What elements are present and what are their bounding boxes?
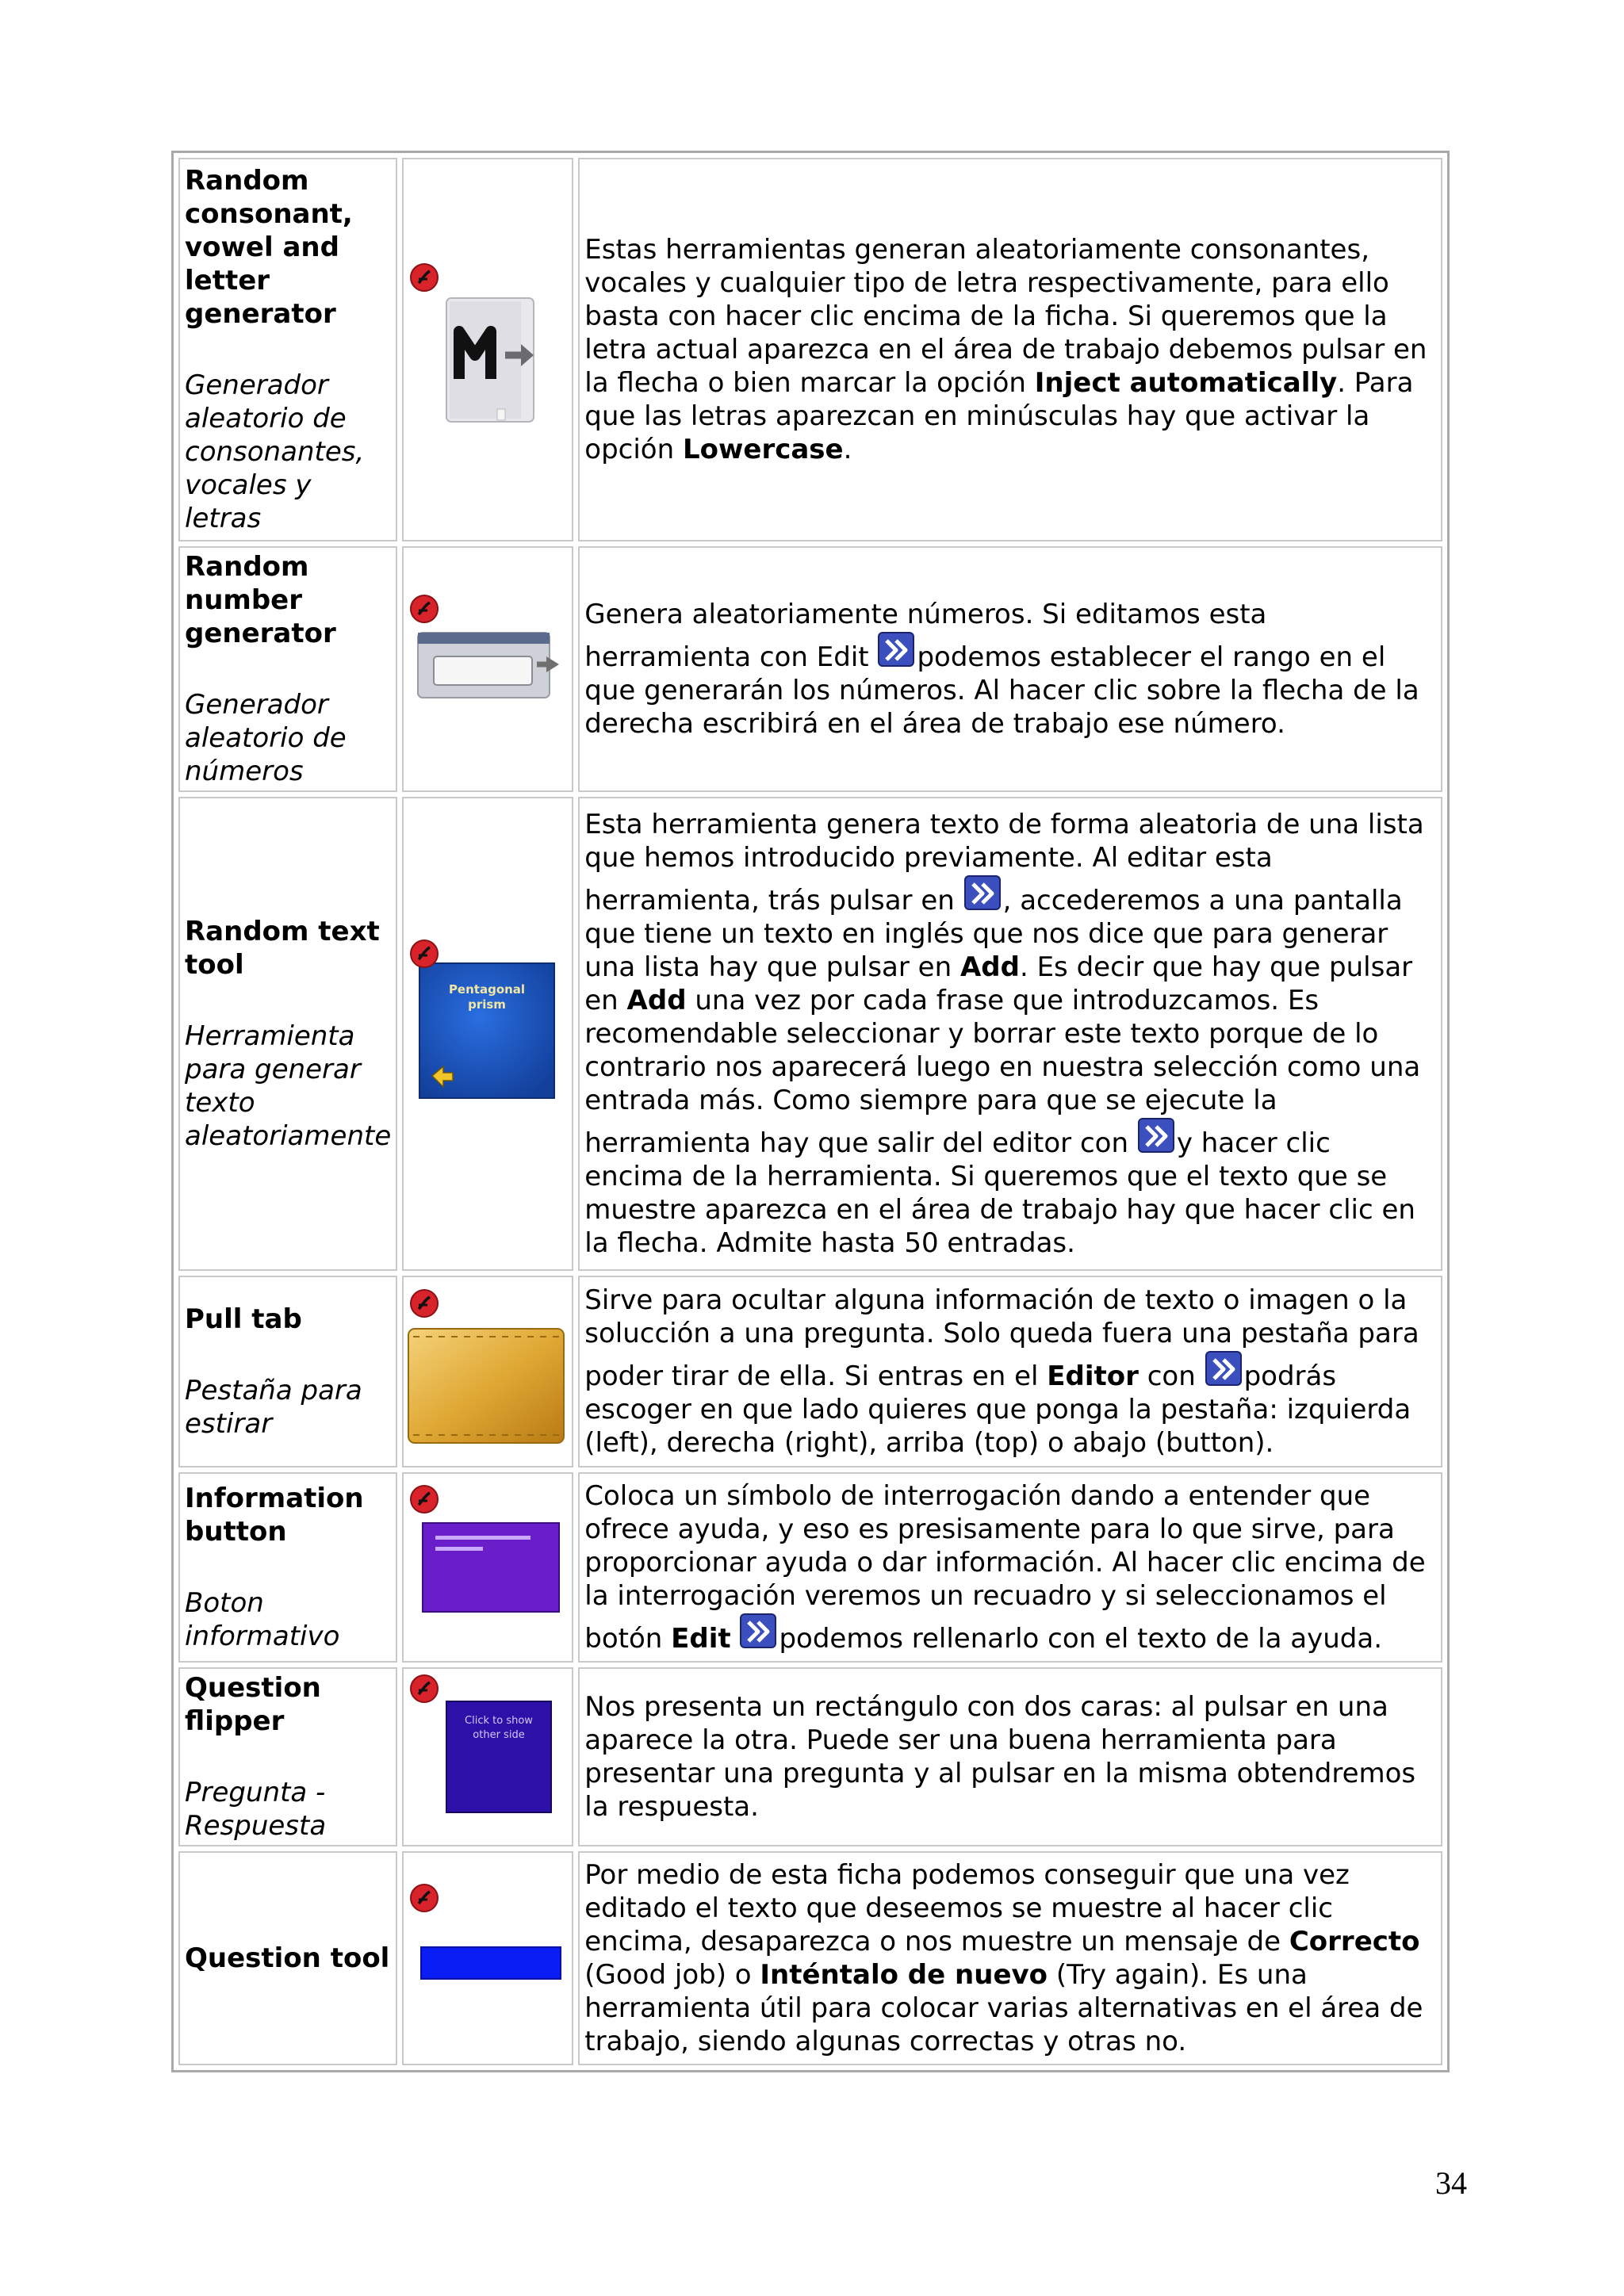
svg-text:other side: other side <box>473 1729 525 1741</box>
description-text <box>731 1623 740 1655</box>
tool-name-spanish: Boton informativo <box>185 1587 340 1652</box>
edit-icon <box>877 631 917 669</box>
tool-row <box>178 1667 1442 1846</box>
information-button-icon <box>402 1472 573 1663</box>
description-keyword: Edit <box>671 1623 731 1655</box>
description-text: . Es decir que hay que pulsar en <box>584 951 1413 1016</box>
pull-tab-icon <box>402 1276 573 1468</box>
edit-icon <box>1205 1350 1244 1388</box>
edit-icon <box>1137 1117 1177 1155</box>
description-text: y hacer clic encima de la herramienta. Si queremos que el texto que se muestre aparezca en el área de trabajo hay que hacer clic en la flecha. Admite hasta 50 entradas. <box>584 1127 1415 1259</box>
tool-name-english: Pull tab <box>185 1303 302 1335</box>
tool-name-cell <box>178 1667 397 1846</box>
letter-generator-icon <box>402 158 573 541</box>
page-number: 34 <box>1435 2165 1467 2201</box>
question-tool-icon <box>402 1851 573 2065</box>
tool-name-cell <box>178 1472 397 1663</box>
description-text: Esta herramienta genera texto de forma aleatoria de una lista que hemos introducido previamente. Al editar esta herramienta, trás pulsar en <box>584 809 1424 916</box>
description-keyword: Inténtalo de nuevo <box>760 1959 1048 1991</box>
description-keyword: Lowercase <box>682 434 844 465</box>
description-text: . Para que las letras aparezcan en minúsculas hay que activar la opción <box>584 367 1414 465</box>
description-keyword: Add <box>626 985 687 1016</box>
tool-name-spanish: Pregunta - Respuesta <box>185 1777 327 1842</box>
tool-name-english: Random number generator <box>185 551 336 649</box>
tool-row <box>178 797 1442 1271</box>
tool-name-spanish: Generador aleatorio de consonantes, vocales y letras <box>185 369 365 534</box>
question-flipper-icon <box>402 1667 573 1846</box>
tool-name-spanish: Herramienta para generar texto aleatoriamente <box>185 1020 392 1152</box>
description-keyword: Editor <box>1047 1360 1139 1392</box>
tool-name-cell <box>178 546 397 792</box>
description-text: Sirve para ocultar alguna información de texto o imagen o la solucción a una pregunta. Solo queda fuera una pestaña para poder tirar de ella. Si entras en el <box>584 1284 1419 1392</box>
tool-name-spanish: Pestaña para estirar <box>185 1375 362 1440</box>
tool-name-english: Question flipper <box>185 1672 321 1737</box>
tools-table-body <box>178 158 1442 2065</box>
description-text: con <box>1138 1360 1205 1392</box>
tool-name-cell <box>178 1276 397 1468</box>
edit-icon <box>739 1613 779 1651</box>
description-text: podemos establecer el rango en el que generarán los números. Al hacer clic sobre la flecha de la derecha escribirá en el área de trabajo ese número. <box>584 641 1419 740</box>
edit-icon <box>963 874 1003 913</box>
tool-row <box>178 1276 1442 1468</box>
tool-description <box>578 546 1442 792</box>
tool-description <box>578 1667 1442 1846</box>
description-text: Por medio de esta ficha podemos conseguir que una vez editado el texto que deseemos se muestre al hacer clic encima, desaparezca o nos muestre un mensaje de <box>584 1859 1350 1957</box>
description-text: podemos rellenarlo con el texto de la ayuda. <box>779 1623 1383 1655</box>
description-keyword: Inject automatically <box>1034 367 1338 399</box>
description-text: una vez por cada frase que introduzcamos. Es recomendable seleccionar y borrar este texto porque de lo contrario nos aparecerá luego en nuestra selección como una entrada más. Como siempre para que se ejecute la herramienta hay que salir del editor con <box>584 985 1421 1159</box>
svg-text:Click to show: Click to show <box>465 1715 534 1727</box>
description-keyword: Correcto <box>1289 1926 1420 1957</box>
tool-name-cell <box>178 158 397 541</box>
tool-name-cell <box>178 797 397 1271</box>
tools-table <box>171 151 1450 2072</box>
description-text: (Try again). Es una herramienta útil para colocar varias alternativas en el área de trabajo, siendo algunas correctas y otras no. <box>584 1959 1423 2057</box>
description-text: Nos presenta un rectángulo con dos caras: al pulsar en una aparece la otra. Puede ser una buena herramienta para presentar una pregunta y al pulsar en la misma obtendremos la respuesta. <box>584 1691 1416 1823</box>
tool-row <box>178 1472 1442 1663</box>
tool-name-cell <box>178 1851 397 2065</box>
description-text: . <box>843 434 852 465</box>
tool-description <box>578 1851 1442 2065</box>
tool-row <box>178 158 1442 541</box>
tool-row <box>178 1851 1442 2065</box>
tool-description <box>578 797 1442 1271</box>
tool-name-spanish: Generador aleatorio de números <box>185 689 347 787</box>
tool-name-english: Random consonant, vowel and letter generator <box>185 165 353 330</box>
tool-description <box>578 1472 1442 1663</box>
tool-name-english: Information button <box>185 1483 364 1548</box>
description-text: Coloca un símbolo de interrogación dando a entender que ofrece ayuda, y eso es presisamente para lo que sirve, para proporcionar ayuda o dar información. Al hacer clic encima de la interrogación veremos un recuadro y si seleccionamos el botón <box>584 1480 1426 1655</box>
description-text: podrás escoger en que lado quieres que ponga la pestaña: izquierda (left), derecha (right), arriba (top) o abajo (button). <box>584 1360 1411 1459</box>
random-text-icon <box>402 797 573 1271</box>
description-keyword: Add <box>959 951 1020 983</box>
tool-description <box>578 1276 1442 1468</box>
description-text: , accederemos a una pantalla que tiene un texto en inglés que nos dice que para generar una lista hay que pulsar en <box>584 885 1403 983</box>
tool-row <box>178 546 1442 792</box>
svg-text:prism: prism <box>468 997 507 1012</box>
description-text: Genera aleatoriamente números. Si editamos esta herramienta con Edit <box>584 599 1267 673</box>
tool-name-english: Question tool <box>185 1942 390 1974</box>
svg-text:Pentagonal: Pentagonal <box>449 982 526 997</box>
description-text: Estas herramientas generan aleatoriamente consonantes, vocales y cualquier tipo de letra respectivamente, para ello basta con hacer clic encima de la ficha. Si queremos que la letra actual aparezca en el área de trabajo debemos pulsar en la flecha o bien marcar la opción <box>584 234 1427 399</box>
tool-description <box>578 158 1442 541</box>
description-text: (Good job) o <box>584 1959 760 1991</box>
tool-name-english: Random text tool <box>185 916 380 981</box>
number-generator-icon <box>402 546 573 792</box>
